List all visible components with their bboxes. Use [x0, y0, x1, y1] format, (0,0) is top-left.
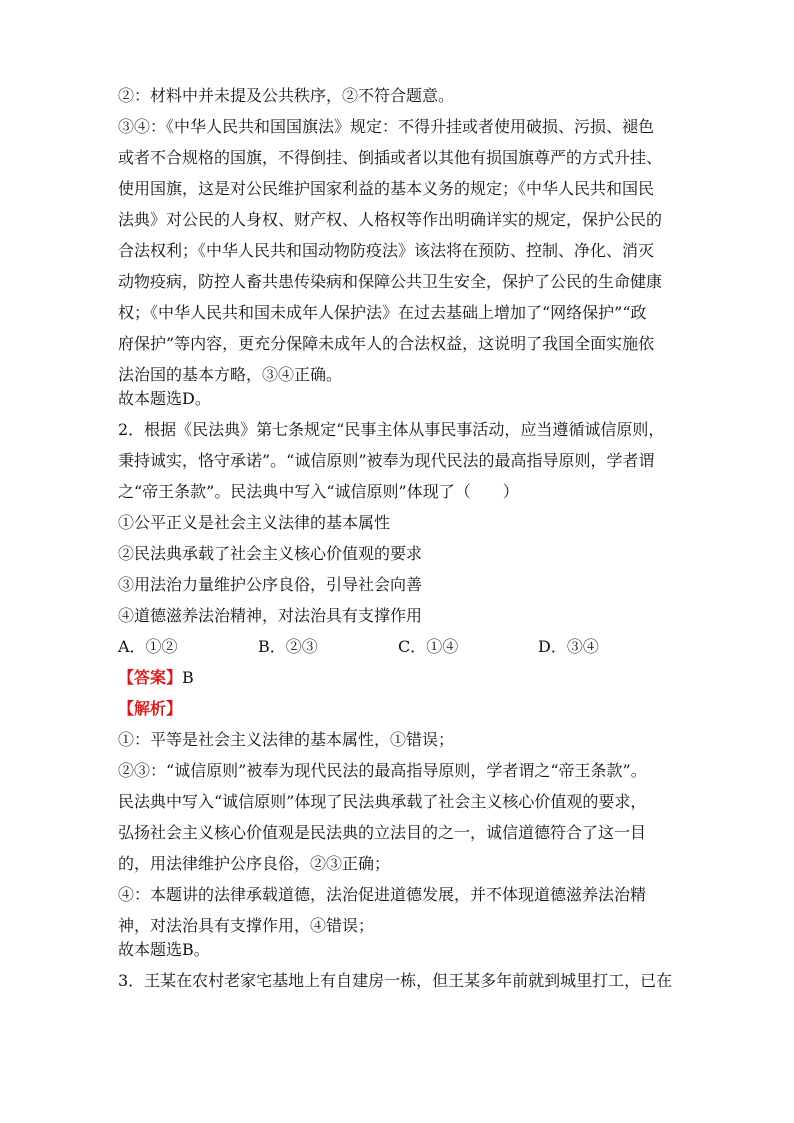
- text-line: 府保护”等内容，更充分保障未成年人的合法权益，这说明了我国全面实施依: [118, 334, 655, 353]
- q2-stem: [118, 420, 678, 502]
- option-a: A．①②: [118, 637, 178, 656]
- option-d: D．③④: [538, 637, 599, 656]
- option-c: C．①④: [398, 637, 459, 656]
- text-line: ①：平等是社会主义法律的基本属性，①错误；: [118, 730, 455, 749]
- statement: ①公平正义是社会主义法律的基本属性: [118, 513, 391, 532]
- statement: ②民法典承载了社会主义核心价值观的要求: [118, 544, 423, 563]
- statement: ③用法治力量维护公序良俗，引导社会向善: [118, 575, 423, 594]
- text-line: 弘扬社会主义核心价值观是民法典的立法目的之一，诚信道德符合了这一目: [118, 823, 647, 842]
- text-line: 民法典中写入“诚信原则”体现了民法典承载了社会主义核心价值观的要求，: [118, 792, 647, 811]
- text-line: 秉持诚实，恪守承诺”。“诚信原则”被奉为现代民法的最高指导原则，学者谓: [118, 451, 655, 470]
- statement: ④道德滋养法治精神，对法治具有支撑作用: [118, 606, 423, 625]
- text-line: ③④：《中华人民共和国国旗法》规定：不得升挂或者使用破损、污损、褪色: [118, 117, 655, 136]
- option-b: B．②③: [258, 637, 318, 656]
- analysis-tag: 【解析】: [118, 699, 183, 718]
- answer-value: B: [182, 668, 194, 687]
- q1-conclusion: 故本题选D。: [118, 389, 211, 408]
- text-line: ④：本题讲的法律承载道德，法治促进道德发展，并不体现道德滋养法治精: [118, 885, 647, 904]
- q2-analysis: [118, 730, 678, 936]
- text-line: 之“帝王条款”。民法典中写入“诚信原则”体现了（ ）: [118, 482, 519, 501]
- text-line: 法典》对公民的人身权、财产权、人格权等作出明确详实的规定，保护公民的: [118, 210, 663, 229]
- text-line: 的，用法律维护公序良俗，②③正确；: [118, 854, 391, 873]
- text-line: 权；《中华人民共和国未成年人保护法》在过去基础上增加了“网络保护”“政: [118, 303, 647, 322]
- q2-statements: [118, 513, 678, 626]
- text-line: 2．根据《民法典》第七条规定“民事主体从事民事活动，应当遵循诚信原则，: [118, 420, 665, 439]
- text-line: 合法权利；《中华人民共和国动物防疫法》该法将在预防、控制、净化、消灭: [118, 241, 655, 260]
- text-line: ②③：“诚信原则”被奉为现代民法的最高指导原则，学者谓之“帝王条款”。: [118, 761, 647, 780]
- document-page: [118, 86, 678, 991]
- q1-analysis-item2: ②：材料中并未提及公共秩序，②不符合题意。: [118, 86, 455, 105]
- q2-analysis-heading: [118, 699, 678, 719]
- text-line: 神，对法治具有支撑作用，④错误；: [118, 916, 375, 935]
- text-line: 使用国旗，这是对公民维护国家利益的基本义务的规定；《中华人民共和国民: [118, 179, 655, 198]
- q2-conclusion: 故本题选B。: [118, 940, 210, 959]
- q2-options: [118, 637, 678, 657]
- text-line: 法治国的基本方略，③④正确。: [118, 365, 343, 384]
- q1-analysis-item34: [118, 117, 678, 385]
- text-line: 或者不合规格的国旗，不得倒挂、倒插或者以其他有损国旗尊严的方式升挂、: [118, 148, 663, 167]
- q3-stem: 3．王某在农村老家宅基地上有自建房一栋，但王某多年前就到城里打工，已在: [118, 971, 673, 990]
- q2-answer: [118, 668, 678, 688]
- answer-tag: 【答案】: [118, 668, 183, 687]
- text-line: 动物疫病，防控人畜共患传染病和保障公共卫生安全，保护了公民的生命健康: [118, 272, 663, 291]
